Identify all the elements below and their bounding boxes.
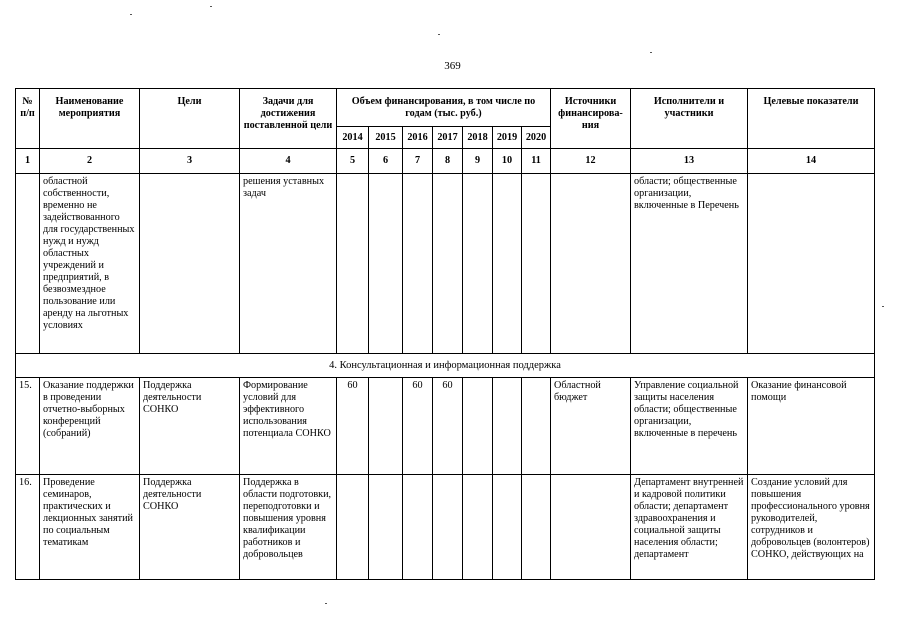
measure-executors: Департамент внутренней и кадровой политики области; департамент здравоохранения и социальной защиты населения области; департамент [631,475,748,580]
funding-2016: 60 [403,378,433,475]
header-goals: Цели [140,89,240,149]
col-number: 10 [493,149,522,174]
cont-name: областной собственности, временно не задействованного для государственных нужд и нужд областных учреждений и предприятий, в безвозмездное пользование или аренду на льготных условиях [40,174,140,354]
header-executors: Исполнители и участники [631,89,748,149]
scan-speck [438,34,440,35]
program-table [15,88,875,580]
table-row [16,174,875,354]
header-year: 2018 [463,127,493,149]
funding-2017: 60 [433,378,463,475]
col-number: 7 [403,149,433,174]
cont-indicators [748,174,875,354]
header-year: 2020 [522,127,551,149]
measure-goal: Поддержка деятельности СОНКО [140,475,240,580]
col-number: 4 [240,149,337,174]
table-row [16,475,875,580]
section-row [16,354,875,378]
header-indicators: Целевые показатели [748,89,875,149]
section-title: 4. Консультационная и информационная поддержка [16,354,875,378]
col-number: 9 [463,149,493,174]
scan-speck [650,52,652,53]
header-year: 2014 [337,127,369,149]
header-num: № п/п [16,89,40,149]
col-number: 1 [16,149,40,174]
cont-goal [140,174,240,354]
col-number: 13 [631,149,748,174]
cont-source [551,174,631,354]
row-number: 15. [16,378,40,475]
col-number: 11 [522,149,551,174]
col-number: 3 [140,149,240,174]
measure-indicators: Оказание финансовой помощи [748,378,875,475]
cont-tasks: решения уставных задач [240,174,337,354]
measure-goal: Поддержка деятельности СОНКО [140,378,240,475]
funding-source: Областной бюджет [551,378,631,475]
cont-executors: области; общественные организации, включенные в Перечень [631,174,748,354]
header-row [16,89,875,127]
col-number: 6 [369,149,403,174]
measure-executors: Управление социальной защиты населения области; общественные организации, включенные в перечень [631,378,748,475]
table-row [16,378,875,475]
measure-indicators: Создание условий для повышения профессионального уровня руководителей, сотрудников и добровольцев (волонтеров) СОНКО, действующих на [748,475,875,580]
scan-speck [882,306,884,307]
row-number: 16. [16,475,40,580]
col-number: 5 [337,149,369,174]
col-number: 14 [748,149,875,174]
header-name: Наименование мероприятия [40,89,140,149]
header-funding: Объем финансирования, в том числе по годам (тыс. руб.) [337,89,551,127]
measure-tasks: Поддержка в области подготовки, переподготовки и повышения уровня квалификации работников и добровольцев [240,475,337,580]
scan-speck [210,6,212,7]
page-number: 369 [444,60,461,72]
header-year: 2016 [403,127,433,149]
funding-2014: 60 [337,378,369,475]
header-source: Источники финансирова-ния [551,89,631,149]
scan-speck [130,14,132,15]
funding-source [551,475,631,580]
col-number: 8 [433,149,463,174]
scan-speck [325,603,327,604]
column-number-row [16,149,875,174]
cont-num [16,174,40,354]
header-tasks: Задачи для достижения поставленной цели [240,89,337,149]
header-year: 2015 [369,127,403,149]
measure-tasks: Формирование условий для эффективного использования потенциала СОНКО [240,378,337,475]
col-number: 2 [40,149,140,174]
col-number: 12 [551,149,631,174]
measure-name: Проведение семинаров, практических и лекционных занятий по социальным тематикам [40,475,140,580]
header-year: 2019 [493,127,522,149]
measure-name: Оказание поддержки в проведении отчетно-выборных конференций (собраний) [40,378,140,475]
header-year: 2017 [433,127,463,149]
